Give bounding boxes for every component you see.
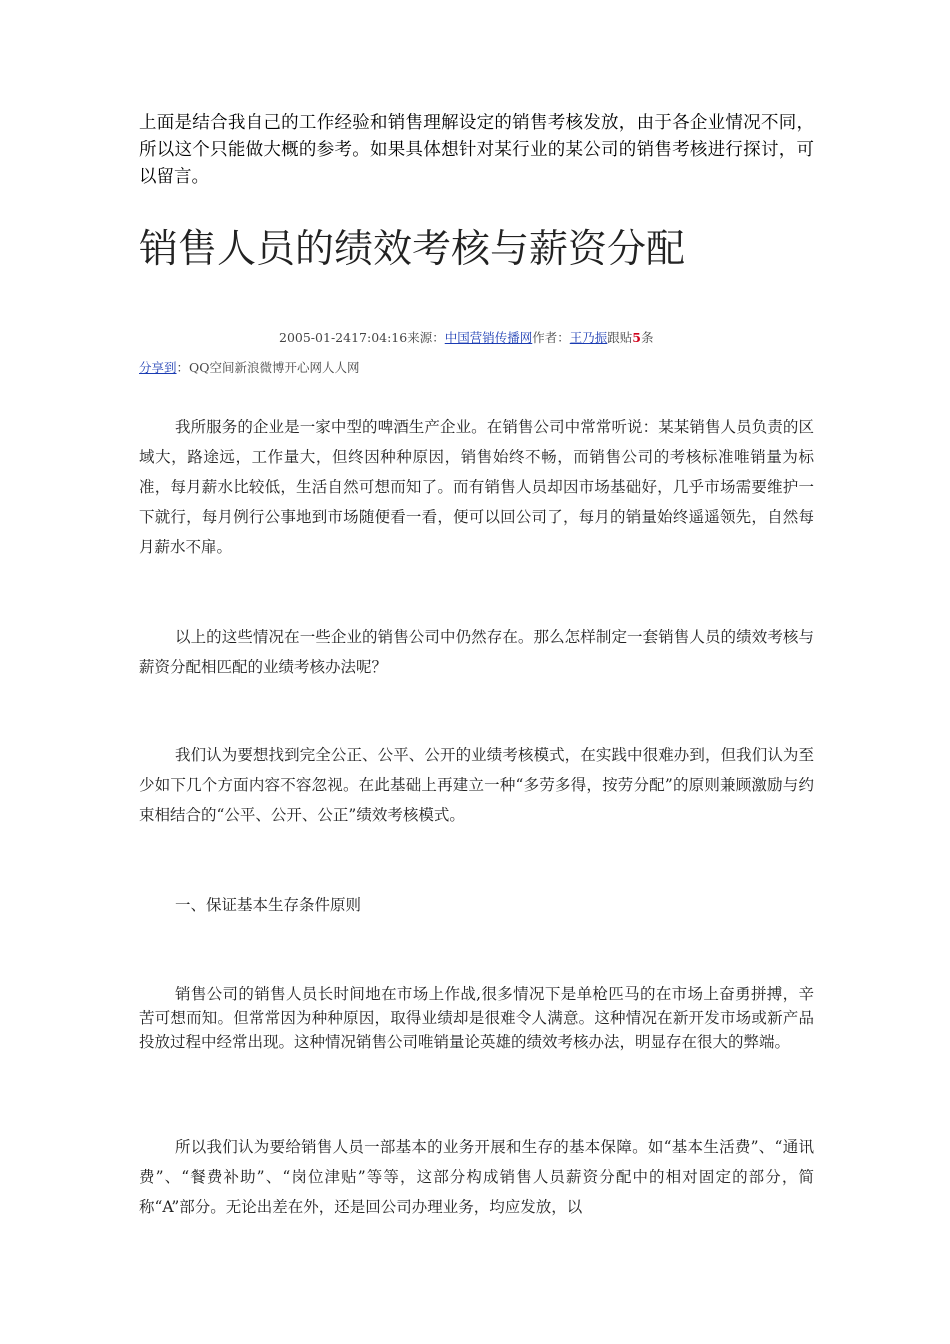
body-paragraph: 我所服务的企业是一家中型的啤酒生产企业。在销售公司中常常听说：某某销售人员负责的区域大，路途远，工作量大，但终因种种原因，销售始终不畅，而销售公司的考核标准唯销量为标准，每月薪水比较低，生活自然可想而知了。而有销售人员却因市场基础好，几乎市场需要维护一下就行，每月例行公事地到市场随便看一看，便可以回公司了，每月的销量始终遥遥领先，自然每月薪水不扉。 — [139, 418, 814, 556]
replies-label: 跟贴 — [607, 330, 633, 345]
body-paragraph: 我们认为要想找到完全公正、公平、公开的业绩考核模式，在实践中很难办到，但我们认为至少如下几个方面内容不容忽视。在此基础上再建立一种“多劳多得，按劳分配”的原则兼顾激励与约束相结合的“公平、公开、公正”绩效考核模式。 — [139, 746, 814, 824]
article-meta — [279, 330, 819, 346]
replies-count[interactable]: 5 — [632, 330, 641, 345]
author-link[interactable]: 王乃振 — [569, 330, 608, 345]
article-datetime: 2005-01-2417:04:16 — [279, 330, 408, 345]
article-title: 销售人员的绩效考核与薪资分配 — [139, 227, 686, 272]
share-targets[interactable]: QQ空间新浪微博开心网人人网 — [189, 360, 360, 375]
share-separator: ： — [176, 360, 190, 375]
body-paragraph: 所以我们认为要给销售人员一部基本的业务开展和生存的基本保障。如“基本生活费”、“通讯费”、“餐费补助”、“岗位津贴”等等，这部分构成销售人员薪资分配中的相对固定的部分，简称“A”部分。无论出差在外，还是回公司办理业务，均应发放，以 — [139, 1138, 814, 1216]
source-label: 来源： — [407, 330, 445, 345]
author-label: 作者： — [532, 330, 570, 345]
replies-unit: 条 — [641, 330, 654, 345]
intro-paragraph: 上面是结合我自己的工作经验和销售理解设定的销售考核发放，由于各企业情况不同，所以这个只能做大概的参考。如果具体想针对某行业的某公司的销售考核进行探讨，可以留言。 — [139, 113, 814, 187]
source-link[interactable]: 中国营销传播网 — [444, 330, 533, 345]
share-link[interactable]: 分享到 — [139, 360, 177, 375]
body-paragraph: 销售公司的销售人员长时间地在市场上作战,很多情况下是单枪匹马的在市场上奋勇拼搏，辛苦可想而知。但常常因为种种原因，取得业绩却是很难令人满意。这种情况在新开发市场或新产品投放过程中经常出现。这种情况销售公司唯销量论英雄的绩效考核办法，明显存在很大的弊端。 — [139, 985, 814, 1051]
share-bar — [139, 360, 360, 376]
section-heading: 一、保证基本生存条件原则 — [175, 896, 362, 914]
body-paragraph: 以上的这些情况在一些企业的销售公司中仍然存在。那么怎样制定一套销售人员的绩效考核与薪资分配相匹配的业绩考核办法呢？ — [139, 628, 814, 676]
